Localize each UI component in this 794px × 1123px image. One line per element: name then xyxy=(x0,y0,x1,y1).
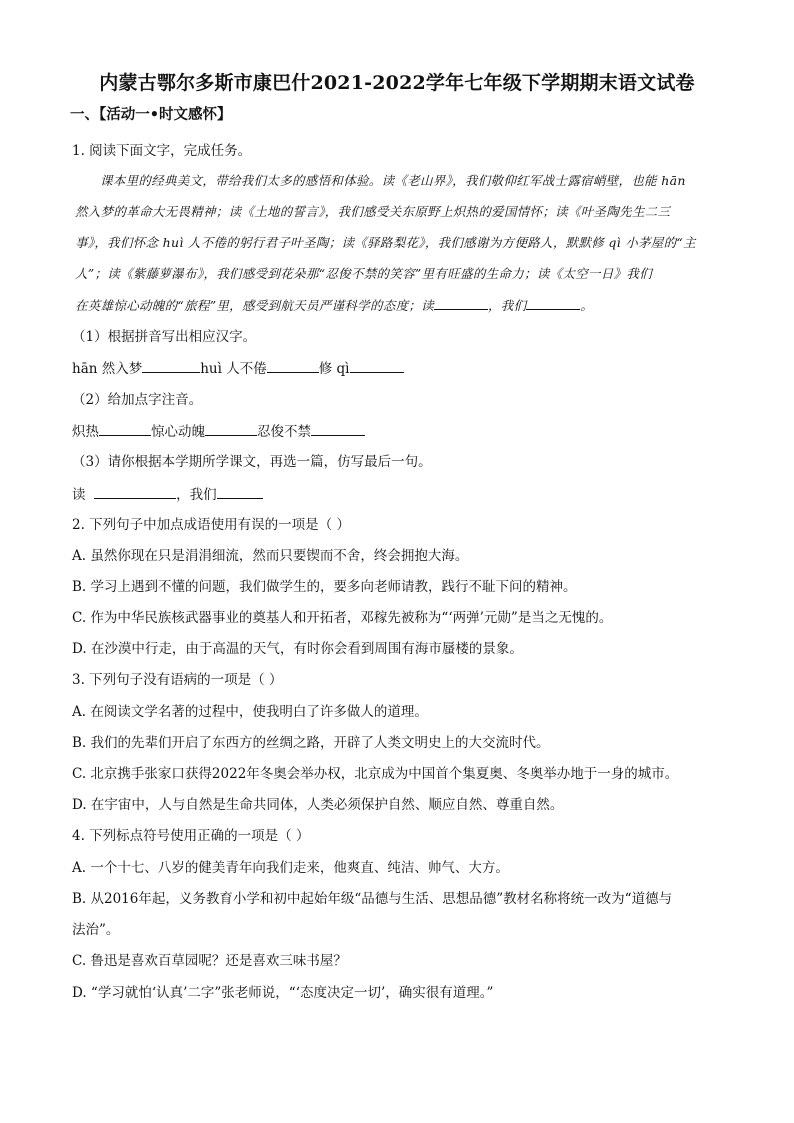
q4-stem: 4. 下列标点符号使用正确的一项是（ ） xyxy=(72,828,310,844)
answer-blank[interactable] xyxy=(99,422,151,436)
q3-stem: 3. 下列句子没有语病的一项是（ ） xyxy=(72,672,283,688)
q2-option-a: A. 虽然你现在只是涓涓细流，然而只要锲而不舍，终会拥抱大海。 xyxy=(72,548,469,564)
pinyin-item: 修 qì xyxy=(318,361,350,377)
passage-line-4: 人”；读《紫藤萝瀑布》，我们感受到花朵那“忍俊不禁的笑容”里有旺盛的生命力；读《太空一日》我们 xyxy=(75,266,653,281)
q1-sub3-items xyxy=(72,485,263,504)
answer-blank[interactable] xyxy=(142,359,200,373)
phonetic-item: 忍俊不禁 xyxy=(257,424,311,440)
exam-title: 内蒙古鄂尔多斯市康巴什2021-2022学年七年级下学期期末语文试卷 xyxy=(99,72,695,94)
q2-option-c: C. 作为中华民族核武器事业的奠基人和开拓者，邓稼先被称为“‘两弹’元勋”是当之无愧的。 xyxy=(72,610,613,626)
q3-option-b: B. 我们的先辈们开启了东西方的丝绸之路，开辟了人类文明史上的大交流时代。 xyxy=(72,735,550,751)
phonetic-item: 惊心动魄 xyxy=(151,424,205,440)
q4-option-c: C. 鲁迅是喜欢百草园呢？还是喜欢三味书屋？ xyxy=(72,953,347,969)
q2-stem: 2. 下列句子中加点成语使用有误的一项是（ ） xyxy=(72,517,350,533)
passage-line-1: 课本里的经典美文，带给我们太多的感悟和体验。读《老山界》，我们敬仰红军战士露宿峭壁，也能 hān xyxy=(100,173,686,188)
answer-blank[interactable] xyxy=(267,359,319,373)
q1-stem: 1. 阅读下面文字，完成任务。 xyxy=(72,143,252,159)
q1-sub3: （3）请你根据本学期所学课文，再选一篇，仿写最后一句。 xyxy=(72,454,432,470)
answer-blank[interactable] xyxy=(350,359,404,373)
phonetic-item: 炽热 xyxy=(72,424,99,440)
q3-option-d: D. 在宇宙中，人与自然是生命共同体，人类必须保护自然、顺应自然、尊重自然。 xyxy=(72,797,564,813)
q3-option-c: C. 北京携手张家口获得2022年冬奥会举办权，北京成为中国首个集夏奥、冬奥举办地于一身的城市。 xyxy=(72,766,679,782)
passage-text: 在英雄惊心动魄的“旅程”里，感受到航天员严谨科学的态度；读 xyxy=(75,298,434,313)
pinyin-item: huì 人不倦 xyxy=(200,361,267,377)
pinyin-item: hān 然入梦 xyxy=(72,361,143,377)
q1-sub2: （2）给加点字注音。 xyxy=(72,392,203,408)
q4-option-a: A. 一个十七、八岁的健美青年向我们走来，他爽直、纯洁、帅气、大方。 xyxy=(72,860,509,876)
section-heading: 一、【活动一•时文感怀】 xyxy=(70,106,232,123)
q3-option-a: A. 在阅读文学名著的过程中，使我明白了许多做人的道理。 xyxy=(72,704,428,720)
q1-sub1-items xyxy=(72,359,404,378)
passage-text: ，我们 xyxy=(487,298,527,313)
q4-option-b: B. 从2016年起，义务教育小学和初中起始年级“品德与生活、思想品德”教材名称将统一改为“道德与 xyxy=(72,891,673,907)
q2-option-d: D. 在沙漠中行走，由于高温的天气，有时你会看到周围有海市蜃楼的景象。 xyxy=(72,641,523,657)
imitate-we: ，我们 xyxy=(176,487,217,503)
q4-option-b-cont: 法治”。 xyxy=(72,922,120,938)
q1-sub2-items xyxy=(72,422,365,441)
passage-line-5 xyxy=(75,296,593,315)
imitate-read: 读 xyxy=(72,487,86,503)
passage-line-3: 事》，我们怀念 huì 人不倦的躬行君子叶圣陶；读《驿路梨花》，我们感谢为方便路人，默默修 qì 小茅屋的“主 xyxy=(75,235,696,250)
answer-blank[interactable] xyxy=(205,422,257,436)
q2-option-b: B. 学习上遇到不懂的问题，我们做学生的，要多向老师请教，践行不耻下问的精神。 xyxy=(72,579,577,595)
q1-sub1: （1）根据拼音写出相应汉字。 xyxy=(72,329,257,345)
answer-blank[interactable] xyxy=(217,485,263,499)
answer-blank[interactable] xyxy=(94,485,176,499)
passage-line-2: 然入梦的革命大无畏精神；读《土地的誓言》，我们感受关东原野上炽热的爱国情怀；读《叶圣陶先生二三 xyxy=(75,204,671,219)
q4-option-d: D. “学习就怕‘认真’二字”张老师说，“‘态度决定一切’，确实很有道理。” xyxy=(72,985,494,1001)
passage-blank-1[interactable] xyxy=(434,296,488,310)
answer-blank[interactable] xyxy=(311,422,365,436)
passage-text: 。 xyxy=(580,298,594,313)
passage-blank-2[interactable] xyxy=(526,296,580,310)
